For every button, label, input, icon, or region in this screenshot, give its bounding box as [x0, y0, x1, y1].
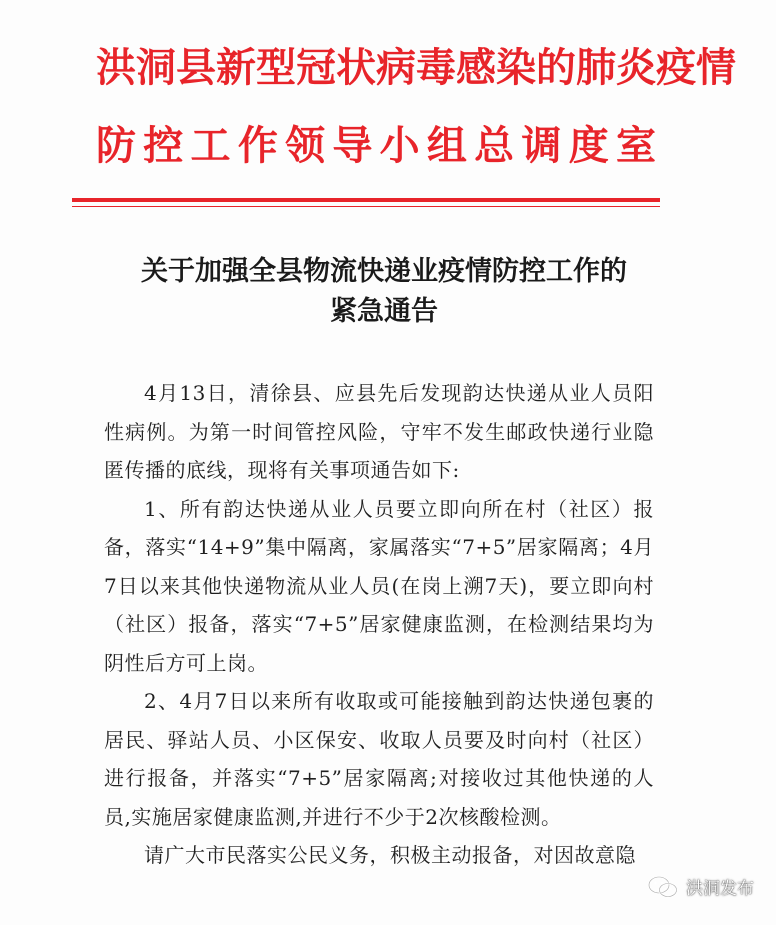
body-paragraph-item-1: 1、所有韵达快递从业人员要立即向所在村（社区）报备，落实“14+9”集中隔离，家属落实“7+5”居家隔离；4月7日以来其他快递物流从业人员(在岗上溯7天)，要立即向村（社区）报备，落实“7+5”居家健康监测，在检测结果均为阴性后方可上岗。	[104, 496, 654, 675]
body-paragraph-appeal: 请广大市民落实公民义务，积极主动报备，对因故意隐	[144, 843, 636, 867]
wechat-icon	[648, 875, 678, 899]
notice-title-line-2: 紧急通告	[330, 296, 438, 327]
source-watermark	[648, 874, 754, 899]
body-paragraph-item-2: 2、4月7日以来所有收取或可能接触到韵达快递包裹的居民、驿站人员、小区保安、收取人员要及时向村（社区）进行报备，并落实“7+5”居家隔离;对接收过其他快递的人员,实施居家健康监测,并进行不少于2次核酸检测。	[104, 689, 654, 829]
notice-body	[104, 374, 654, 875]
issuer-title-line-1: 洪洞县新型冠状病毒感染的肺炎疫情	[96, 44, 736, 91]
red-divider-thin	[72, 206, 660, 207]
body-paragraph-intro: 4月13日，清徐县、应县先后发现韵达快递从业人员阳性病例。为第一时间管控风险，守牢不发生邮政快递行业隐匿传播的底线，现将有关事项通告如下:	[104, 381, 654, 482]
notice-title-line-1: 关于加强全县物流快递业疫情防控工作的	[141, 256, 627, 287]
watermark-text: 洪洞发布	[686, 879, 754, 899]
issuer-title-line-2: 防控工作领导小组总调度室	[96, 122, 656, 169]
red-divider-thick	[72, 198, 660, 202]
